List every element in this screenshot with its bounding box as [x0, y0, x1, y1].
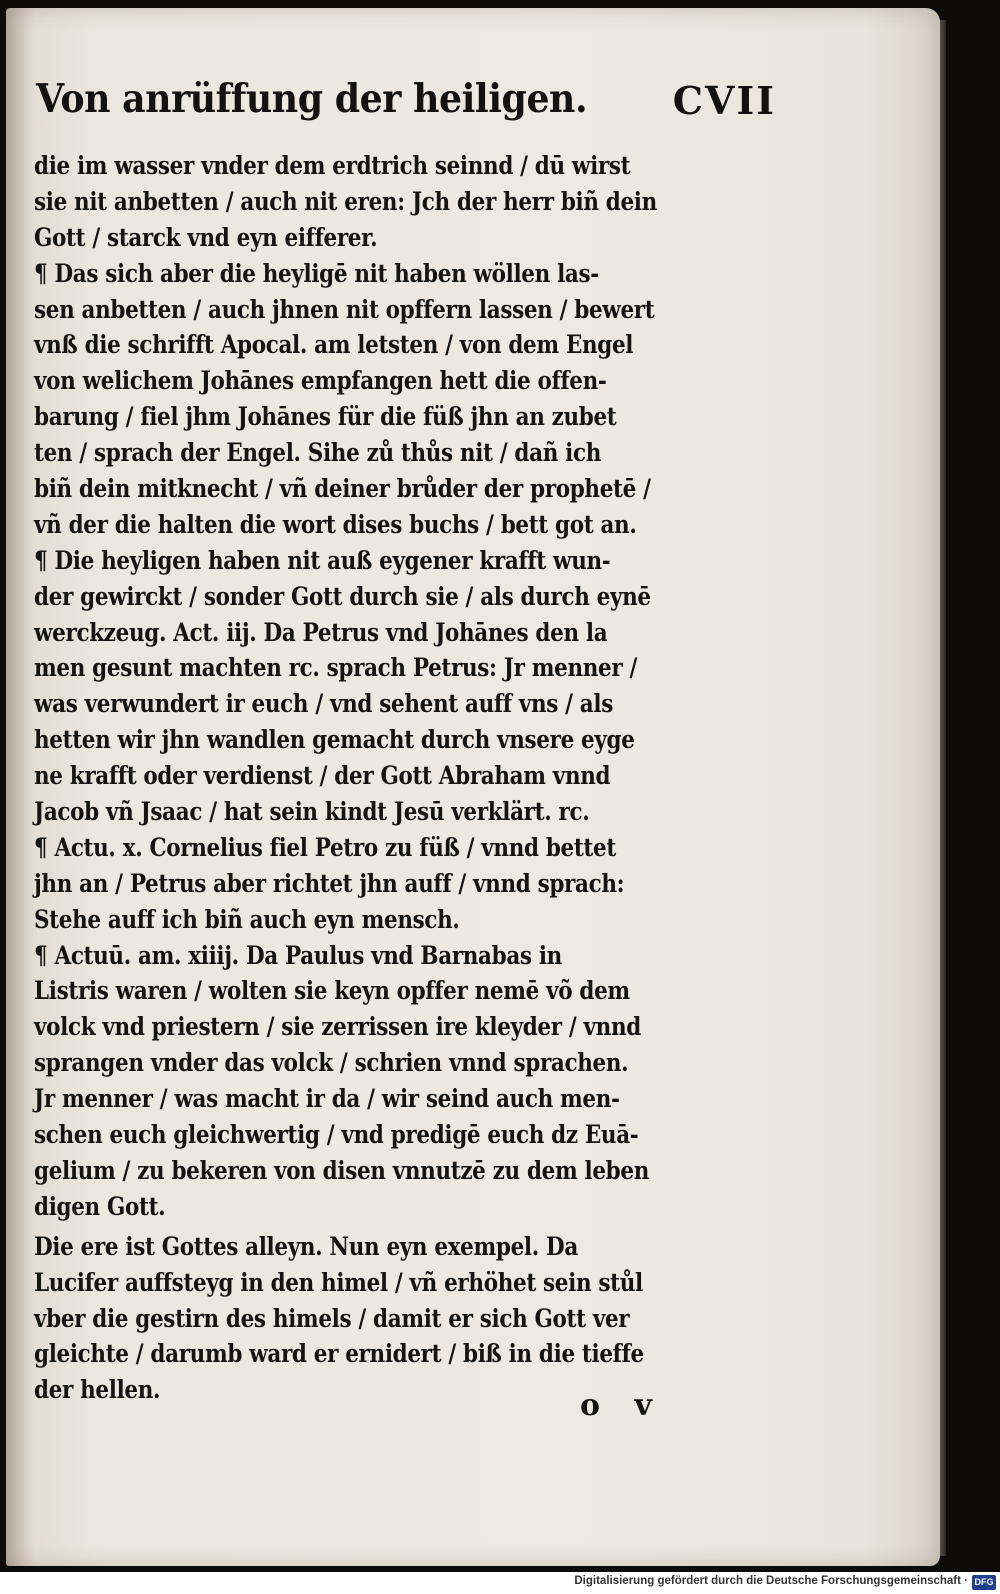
text-line: Jr menner / was macht ir da / wir seind auch men-	[34, 1084, 620, 1114]
folio-number: CVII	[672, 78, 776, 123]
text-line: schen euch gleichwertig / vnd predigē euch dz Euā-	[34, 1120, 639, 1150]
text-line: digen Gott.	[34, 1191, 166, 1221]
text-line: ¶ Die heyligen haben nit auß eygener krafft wun-	[34, 545, 611, 575]
text-line: vnß die schrifft Apocal. am letsten / von dem Engel	[34, 330, 634, 360]
text-line: barung / fiel jhm Johānes für die füß jhn an zubet	[34, 402, 617, 432]
text-line: vber die gestirn des himels / damit er sich Gott ver	[34, 1303, 630, 1333]
text-line: ¶ Actuū. am. xiiij. Da Paulus vnd Barnabas in	[34, 940, 562, 970]
text-line: der hellen.	[34, 1375, 161, 1405]
text-line: biñ dein mitknecht / vñ deiner brůder der prophetē /	[34, 474, 651, 504]
dfg-logo-icon: DFG	[972, 1575, 996, 1590]
text-line: Lucifer auffsteyg in den himel / vñ erhöhet sein stůl	[34, 1267, 643, 1297]
body-text	[34, 148, 769, 1408]
text-line: gelium / zu bekeren von disen vnnutzē zu dem leben	[34, 1155, 649, 1185]
text-line: men gesunt machten rc. sprach Petrus: Jr menner /	[34, 653, 638, 683]
text-line: ten / sprach der Engel. Sihe zů thůs nit / dañ ich	[34, 438, 601, 468]
running-title: Von anrüffung der heiligen.	[36, 76, 588, 122]
text-line: von welichem Johānes empfangen hett die offen-	[34, 366, 607, 396]
text-line: jhn an / Petrus aber richtet jhn auff / vnnd sprach:	[34, 868, 625, 898]
text-line: die im wasser vnder dem erdtrich seinnd / dū wirst	[34, 151, 631, 180]
page-edge-shadow	[940, 20, 946, 1556]
text-line: werckzeug. Act. iij. Da Petrus vnd Johānes den la	[34, 617, 608, 647]
text-line: ¶ Das sich aber die heyligē nit haben wöllen las-	[34, 258, 599, 288]
text-line: vñ der die halten die wort dises buchs / bett got an.	[34, 509, 637, 539]
text-line: sprangen vnder das volck / schrien vnnd sprachen.	[34, 1048, 629, 1078]
text-line: volck vnd priestern / sie zerrissen ire kleyder / vnnd	[34, 1012, 641, 1042]
text-line: was verwundert ir euch / vnd sehent auff vns / als	[34, 689, 613, 719]
text-line: gleichte / darumb ward er ernidert / biß in die tieffe	[34, 1339, 644, 1369]
text-line: Stehe auff ich biñ auch eyn mensch.	[34, 904, 460, 934]
text-line: ne krafft oder verdienst / der Gott Abraham vnnd	[34, 761, 611, 791]
signature-mark: o v	[580, 1388, 664, 1423]
text-line: Die ere ist Gottes alleyn. Nun eyn exempel. Da	[34, 1231, 578, 1261]
text-line: Listris waren / wolten sie keyn opffer nemē võ dem	[34, 976, 630, 1006]
text-line: Jacob vñ Jsaac / hat sein kindt Jesū verklärt. rc.	[34, 797, 590, 827]
text-line: sie nit anbetten / auch nit eren: Jch der herr biñ dein	[34, 186, 657, 216]
text-line: sen anbetten / auch jhnen nit opffern lassen / bewert	[34, 294, 655, 324]
text-line: hetten wir jhn wandlen gemacht durch vnsere eyge	[34, 725, 635, 755]
footer-bar	[0, 1572, 1000, 1594]
text-line: der gewirckt / sonder Gott durch sie / als durch eynē	[34, 581, 651, 611]
text-line: Gott / starck vnd eyn eifferer.	[34, 222, 378, 252]
funding-credit: Digitalisierung gefördert durch die Deutsche Forschungsgemeinschaft ·	[574, 1575, 968, 1587]
running-head	[36, 76, 776, 138]
text-line: ¶ Actu. x. Cornelius fiel Petro zu füß / vnnd bettet	[34, 832, 616, 862]
